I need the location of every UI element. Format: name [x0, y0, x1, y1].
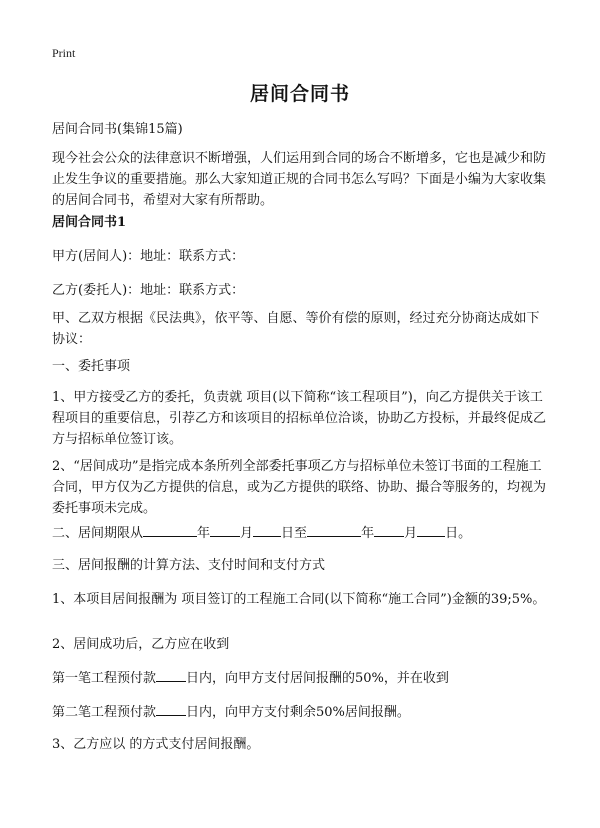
payment-1-line [52, 667, 552, 689]
article-3-clause-3: 3、乙方应以 的方式支付居间报酬。 [52, 737, 260, 752]
document-title: 居间合同书 [249, 83, 350, 105]
payment-1-suffix: 日内，向甲方支付居间报酬的50%，并在收到 [186, 671, 449, 686]
intro-paragraph: 现今社会公众的法律意识不断增强，人们运用到合同的场合不断增多，它也是减少和防止发生争议的重要措施。那么大家知道正规的合同书怎么写吗？下面是小编为大家收集的居间合同书，希望对大家有所帮助。 [52, 151, 547, 208]
article-2-period [52, 522, 552, 544]
article-1-clause-1: 1、甲方接受乙方的委托，负责就 项目(以下简称“该工程项目”)，向乙方提供关于该工程项目的重要信息，引荐乙方和该项目的招标单位洽谈，协助乙方投标，并最终促成乙方与招标单位签订该。 [52, 390, 547, 447]
article-1-heading: 一、委托事项 [52, 359, 131, 374]
period-to-label: 日至 [281, 526, 308, 541]
party-b-line: 乙方(委托人)：地址：联系方式： [52, 283, 245, 298]
payment-2-days-blank[interactable] [156, 701, 186, 716]
article-3-clause-1: 1、本项目居间报酬为 项目签订的工程施工合同(以下简称“施工合同”)金额的39;5%。 [52, 592, 546, 607]
period-year2-label: 年 [361, 526, 375, 541]
print-label[interactable]: Print [52, 46, 76, 60]
period-year-label: 年 [197, 526, 211, 541]
payment-2-prefix: 第二笔工程预付款 [52, 705, 157, 720]
payment-1-prefix: 第一笔工程预付款 [52, 671, 157, 686]
end-month-blank[interactable] [374, 522, 404, 537]
start-year-blank[interactable] [143, 522, 197, 537]
party-a-line: 甲方(居间人)：地址：联系方式： [52, 249, 245, 264]
period-month2-label: 月 [404, 526, 418, 541]
period-end-label: 日。 [445, 526, 472, 541]
article-3-heading: 三、居间报酬的计算方法、支付时间和支付方式 [52, 558, 326, 573]
period-month-label: 月 [240, 526, 254, 541]
payment-1-days-blank[interactable] [156, 667, 186, 682]
start-month-blank[interactable] [210, 522, 240, 537]
payment-2-suffix: 日内，向甲方支付剩余50%居间报酬。 [186, 705, 410, 720]
article-3-clause-2: 2、居间成功后，乙方应在收到 [52, 637, 230, 652]
period-prefix: 二、居间期限从 [52, 526, 144, 541]
article-1-clause-2: 2、“居间成功”是指完成本条所列全部委托事项乙方与招标单位未签订书面的工程施工合同，甲方仅为乙方提供的信息，或为乙方提供的联络、协助、撮合等服务的，均视为委托事项未完成。 [52, 459, 547, 516]
start-day-blank[interactable] [253, 522, 281, 537]
document-subtitle: 居间合同书(集锦15篇) [52, 122, 183, 137]
section-heading: 居间合同书1 [52, 215, 127, 230]
agreement-paragraph: 甲、乙双方根据《民法典》，依平等、自愿、等价有偿的原则，经过充分协商达成如下协议： [52, 311, 540, 347]
end-day-blank[interactable] [417, 522, 445, 537]
payment-2-line [52, 701, 552, 723]
end-year-blank[interactable] [307, 522, 361, 537]
